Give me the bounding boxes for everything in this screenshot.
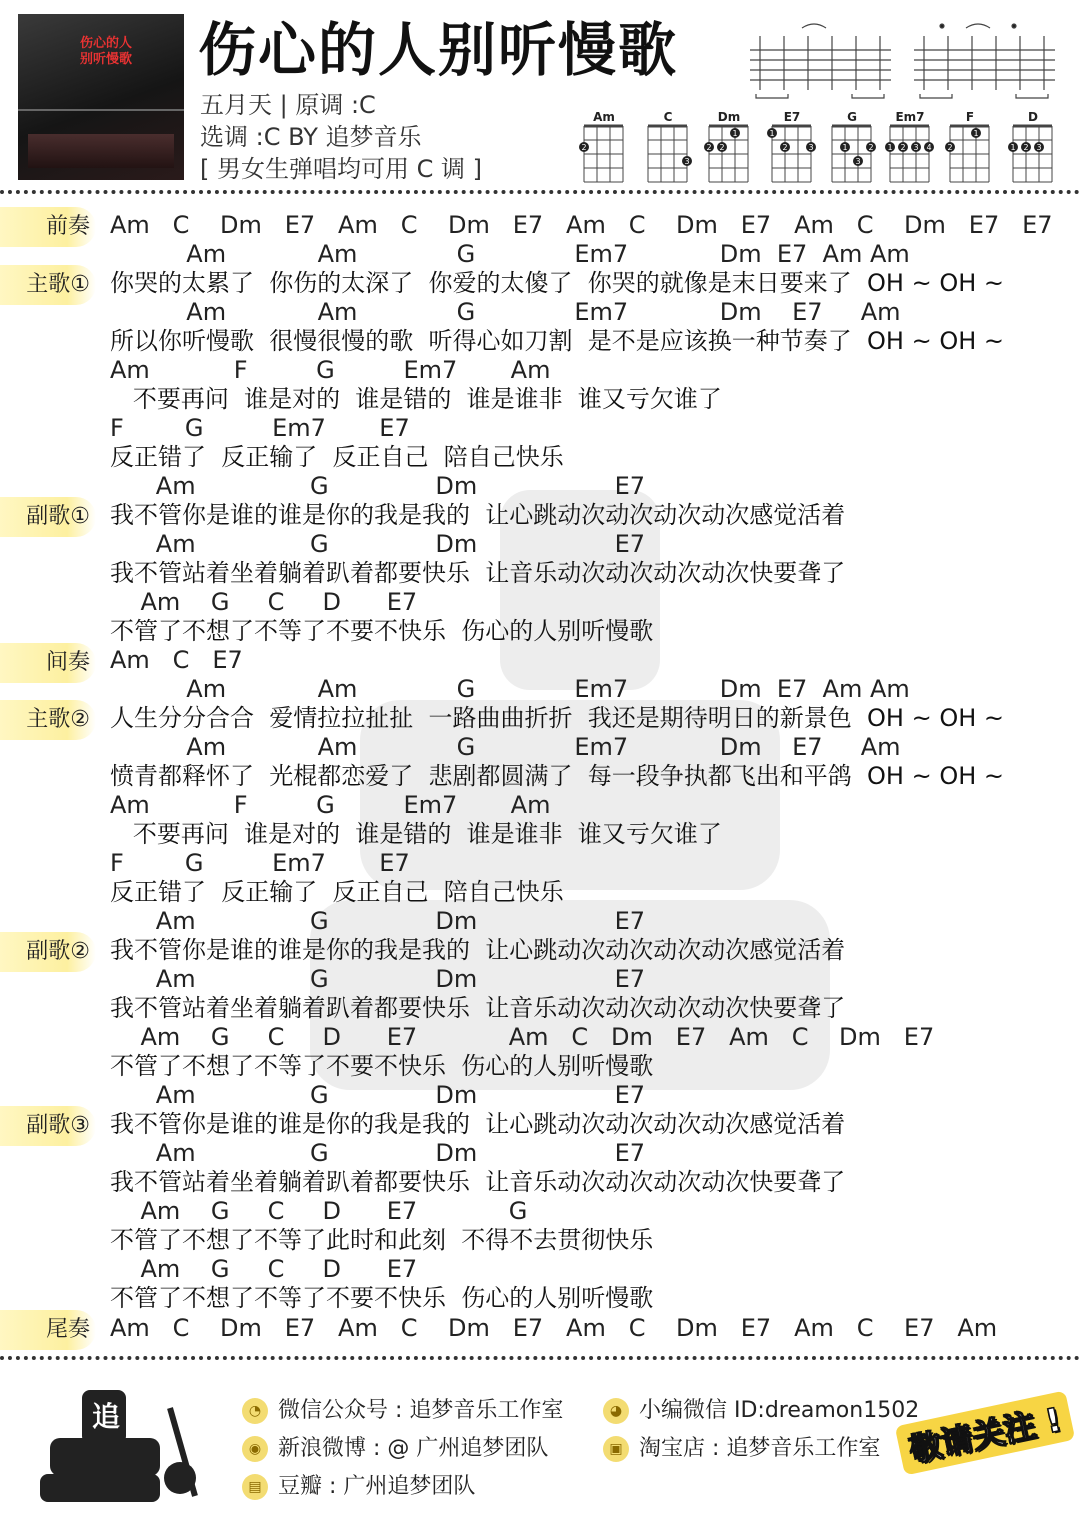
section-chorus-2: 副歌② [0,932,96,972]
chord-line: Am F G Em7 Am [110,791,551,819]
chord-name: F [965,110,975,124]
lyric-line: 不要再问 谁是对的 谁是错的 谁是谁非 谁又亏欠谁了 [110,820,722,848]
interlude-chords: Am C E7 [110,646,243,674]
svg-text:2: 2 [1023,143,1029,152]
lyric-line: 你哭的太累了 你伤的太深了 你爱的太傻了 你哭的就像是末日要来了 OH ~ OH ~ [110,269,1005,297]
wechat-chat-icon: ◕ [603,1398,629,1424]
follow-badge: 敬请关注 ! [895,1390,1075,1475]
chord-grid [762,124,822,186]
chord-line: Am G C D E7 [110,1255,418,1283]
svg-text:1: 1 [732,129,738,138]
section-outro: 尾奏 [0,1310,96,1350]
wechat-public-info [242,1393,563,1424]
song-meta-note: [ 男女生弹唱均可用 C 调 ] [200,155,482,183]
weibo-icon: ◉ [242,1436,268,1462]
lyric-line: 我不管你是谁的谁是你的我是我的 让心跳动次动次动次动次感觉活着 [110,1110,846,1138]
chord-line: Am G Dm E7 [110,1081,646,1109]
chord-grid [638,124,698,186]
editor-wechat-info [603,1393,919,1424]
chord-grid [1003,124,1063,186]
chord-line: Am G Dm E7 [110,530,646,558]
chord-name: Am [593,110,615,124]
svg-text:3: 3 [808,143,814,152]
chord-line: Am F G Em7 Am [110,356,551,384]
chord-name: Em7 [895,110,925,124]
svg-text:1: 1 [842,143,848,152]
chord-grid [699,124,759,186]
svg-text:2: 2 [782,143,788,152]
chord-grid [574,124,634,186]
svg-text:2: 2 [581,143,587,152]
wechat-public-text: 微信公众号 : 追梦音乐工作室 [278,1398,564,1423]
chord-line: Am G Dm E7 [110,472,646,500]
cover-title: 伤心的人别听慢歌 [80,36,133,67]
chord-line: Am Am G Em7 Dm E7 Am [110,298,901,326]
svg-text:2: 2 [900,143,906,152]
chord-line: Am G C D E7 Am C Dm E7 Am C Dm E7 [110,1023,935,1051]
chord-diagram-am [574,110,634,186]
lyric-line: 不要再问 谁是对的 谁是错的 谁是谁非 谁又亏欠谁了 [110,385,722,413]
svg-text:2: 2 [868,143,874,152]
lyric-line: 我不管站着坐着躺着趴着都要快乐 让音乐动次动次动次动次快要聋了 [110,1168,846,1196]
taobao-text: 淘宝店 : 追梦音乐工作室 [639,1436,881,1461]
weibo-info [242,1431,548,1462]
lyric-line: 我不管你是谁的谁是你的我是我的 让心跳动次动次动次动次感觉活着 [110,501,846,529]
lyric-line: 所以你听慢歌 很慢很慢的歌 听得心如刀割 是不是应该换一种节奏了 OH ~ OH ~ [110,327,1005,355]
lyric-line: 不管了不想了不等了不要不快乐 伤心的人别听慢歌 [110,617,654,645]
chord-diagram-dm [699,110,759,186]
douban-icon: ▤ [242,1474,268,1500]
svg-text:3: 3 [855,157,861,166]
section-chorus-3: 副歌③ [0,1106,96,1146]
chord-line: Am Am G Em7 Dm E7 Am Am [110,675,910,703]
chord-line: F G Em7 E7 [110,414,410,442]
logo-mark: 追 [92,1400,121,1433]
chord-line: F G Em7 E7 [110,849,410,877]
weibo-text: 新浪微博 : @ 广州追梦团队 [278,1436,549,1461]
chord-line: Am Am G Em7 Dm E7 Am Am [110,240,910,268]
chord-diagram-d [1003,110,1063,186]
chord-name: E7 [783,110,801,124]
divider-bottom [0,1356,1080,1360]
chord-diagram-em7 [880,110,940,186]
wechat-icon: ◔ [242,1398,268,1424]
outro-chords: Am C Dm E7 Am C Dm E7 Am C Dm E7 Am C E7 Am [110,1314,998,1342]
chord-name: C [663,110,673,124]
chord-line: Am Am G Em7 Dm E7 Am [110,733,901,761]
dream-on-logo [30,1378,220,1508]
svg-text:1: 1 [1010,143,1016,152]
douban-text: 豆瓣 : 广州追梦团队 [278,1474,476,1499]
lyric-line: 反正错了 反正输了 反正自己 陪自己快乐 [110,878,564,906]
lyric-line: 不管了不想了不等了不要不快乐 伤心的人别听慢歌 [110,1284,654,1312]
douban-info [242,1469,475,1500]
lyric-line: 我不管站着坐着躺着趴着都要快乐 让音乐动次动次动次动次快要聋了 [110,559,846,587]
divider-top [0,190,1080,194]
strum-pattern-2 [912,20,1057,100]
section-interlude: 间奏 [0,643,96,683]
svg-text:1: 1 [973,129,979,138]
svg-text:4: 4 [926,143,932,152]
chord-line: Am G C D E7 [110,588,418,616]
song-meta-key: 选调 :C BY 追梦音乐 [200,123,422,151]
strum-pattern-1 [748,20,893,100]
chord-name: Dm [717,110,741,124]
album-cover [18,14,184,180]
lyric-line: 不管了不想了不等了不要不快乐 伤心的人别听慢歌 [110,1052,654,1080]
svg-text:2: 2 [947,143,953,152]
svg-text:3: 3 [684,157,690,166]
song-title: 伤心的人别听慢歌 [198,16,679,84]
lyric-line: 愤青都释怀了 光棍都恋爱了 悲剧都圆满了 每一段争执都飞出和平鸽 OH ~ OH ~ [110,762,1005,790]
svg-text:2: 2 [706,143,712,152]
taobao-icon: ▣ [603,1436,629,1462]
svg-text:1: 1 [769,129,775,138]
section-chorus-1: 副歌① [0,497,96,537]
chord-diagram-e7 [762,110,822,186]
svg-text:3: 3 [1036,143,1042,152]
lyric-line: 不管了不想了不等了此时和此刻 不得不去贯彻快乐 [110,1226,654,1254]
taobao-info [603,1431,880,1462]
song-meta-artist: 五月天 | 原调 :C [200,91,376,119]
chord-line: Am G C D E7 G [110,1197,528,1225]
lyric-line: 我不管站着坐着躺着趴着都要快乐 让音乐动次动次动次动次快要聋了 [110,994,846,1022]
chord-name: G [847,110,857,124]
svg-text:2: 2 [719,143,725,152]
section-verse-2: 主歌② [0,700,96,740]
chord-diagram-g [822,110,882,186]
section-verse-1: 主歌① [0,265,96,305]
lyric-line: 人生分分合合 爱情拉拉扯扯 一路曲曲折折 我还是期待明日的新景色 OH ~ OH ~ [110,704,1005,732]
chord-line: Am G Dm E7 [110,907,646,935]
svg-text:1: 1 [887,143,893,152]
chord-line: Am G Dm E7 [110,1139,646,1167]
intro-chords: Am C Dm E7 Am C Dm E7 Am C Dm E7 Am C Dm E7 E7 [110,211,1053,239]
chord-diagram-c [638,110,698,186]
editor-wechat-text: 小编微信 ID:dreamon1502 [639,1398,920,1423]
lyric-line: 反正错了 反正输了 反正自己 陪自己快乐 [110,443,564,471]
chord-diagram-f [940,110,1000,186]
chord-grid [940,124,1000,186]
lyric-line: 我不管你是谁的谁是你的我是我的 让心跳动次动次动次动次感觉活着 [110,936,846,964]
section-intro: 前奏 [0,207,96,247]
chord-grid [880,124,940,186]
chord-grid [822,124,882,186]
svg-text:3: 3 [913,143,919,152]
chord-line: Am G Dm E7 [110,965,646,993]
chord-name: D [1028,110,1038,124]
